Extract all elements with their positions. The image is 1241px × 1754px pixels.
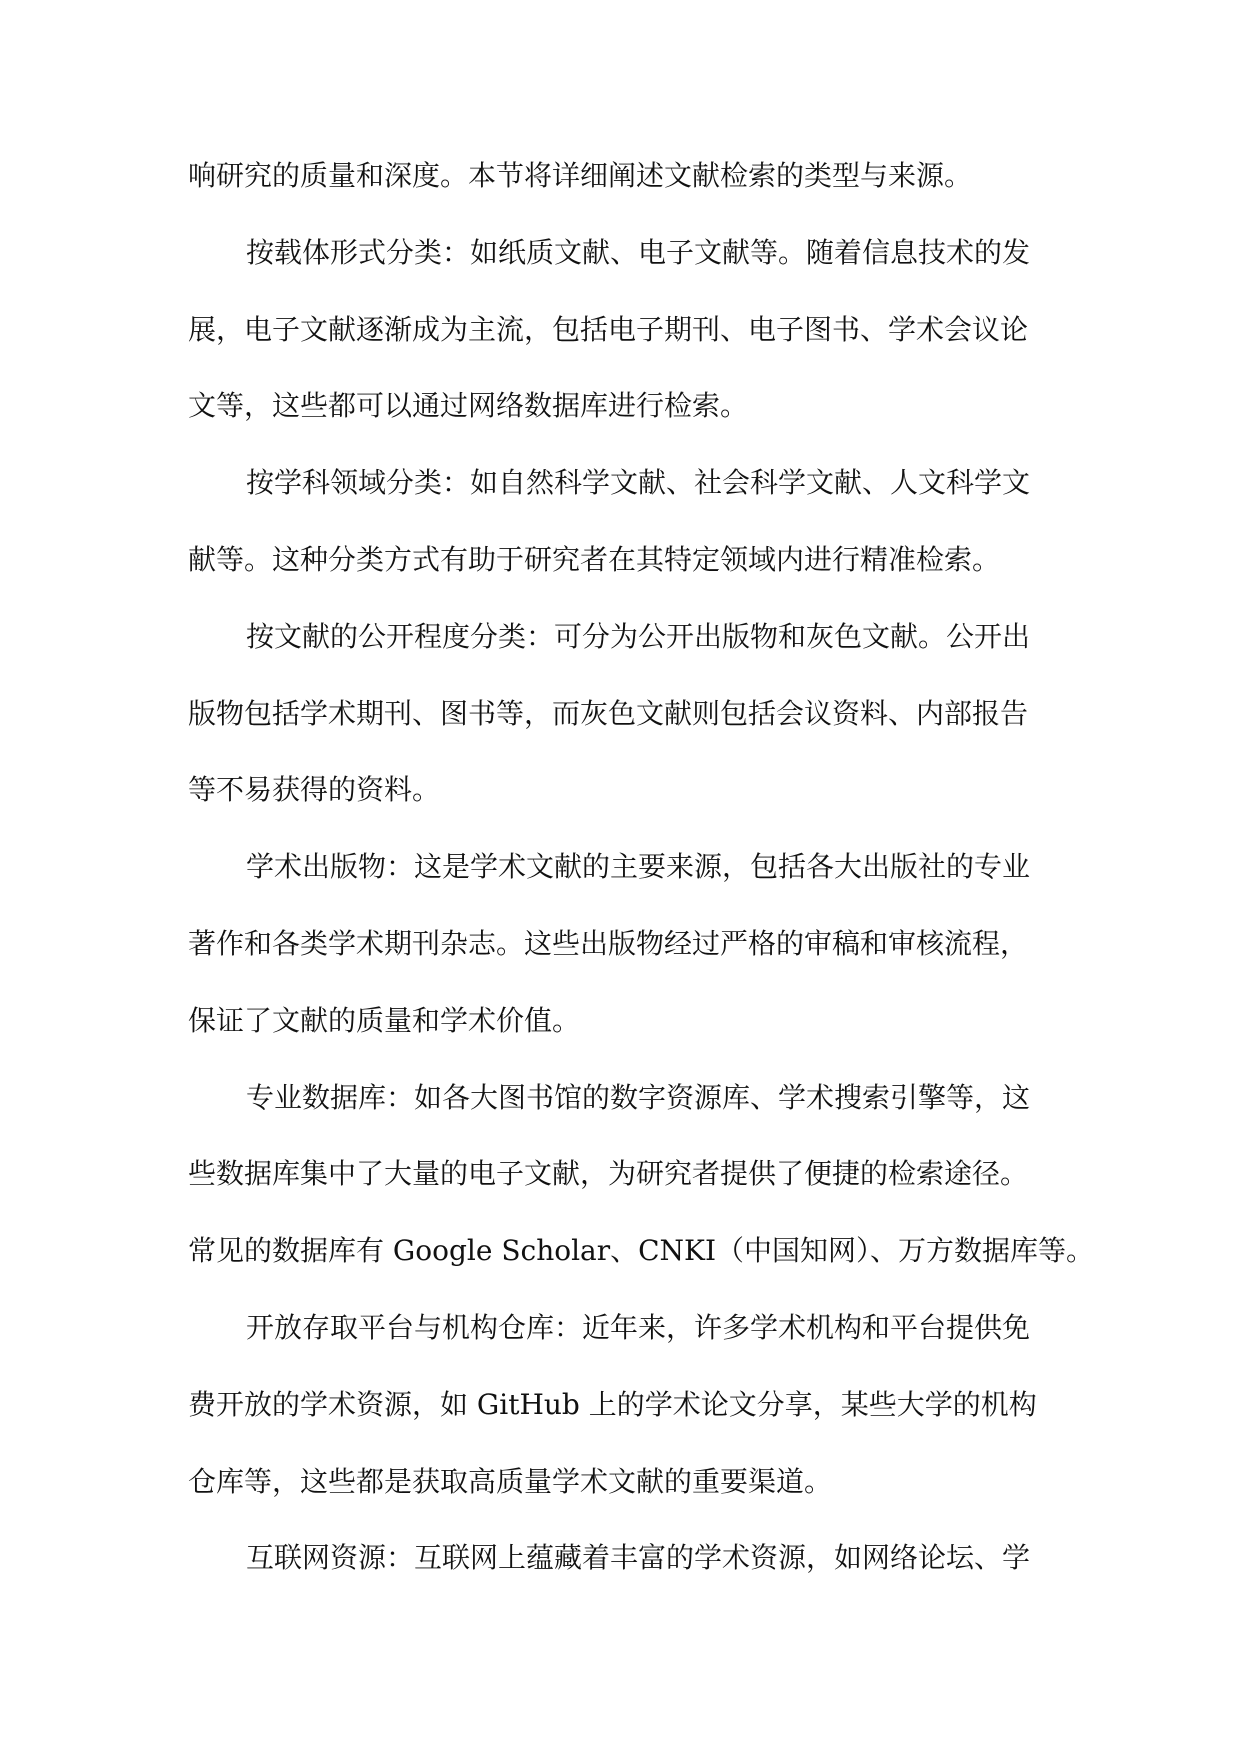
paragraph-databases: 专业数据库：如各大图书馆的数字资源库、学术搜索引擎等，这	[246, 1080, 1031, 1114]
body-text	[188, 138, 1095, 1597]
text-line: 保证了文献的质量和学术价值。	[188, 1003, 581, 1037]
paragraph-carrier-type: 按载体形式分类：如纸质文献、电子文献等。随着信息技术的发	[246, 235, 1031, 269]
text-line: 献等。这种分类方式有助于研究者在其特定领域内进行精准检索。	[188, 542, 1001, 576]
text-line: 等不易获得的资料。	[188, 773, 441, 807]
text-line: 常见的数据库有 Google Scholar、CNKI（中国知网）、万方数据库等。	[188, 1234, 1095, 1268]
paragraph-open-access: 开放存取平台与机构仓库：近年来，许多学术机构和平台提供免	[246, 1310, 1031, 1344]
paragraph-internet-resources: 互联网资源：互联网上蕴藏着丰富的学术资源，如网络论坛、学	[246, 1541, 1031, 1575]
text-line: 版物包括学术期刊、图书等，而灰色文献则包括会议资料、内部报告	[188, 696, 1029, 730]
text-line: 文等，这些都可以通过网络数据库进行检索。	[188, 389, 749, 423]
text-line: 著作和各类学术期刊杂志。这些出版物经过严格的审稿和审核流程，	[188, 926, 1029, 960]
text-line: 些数据库集中了大量的电子文献，为研究者提供了便捷的检索途径。	[188, 1157, 1029, 1191]
text-line: 响研究的质量和深度。本节将详细阐述文献检索的类型与来源。	[188, 159, 973, 192]
paragraph-openness-type: 按文献的公开程度分类：可分为公开出版物和灰色文献。公开出	[246, 619, 1031, 653]
paragraph-discipline-type: 按学科领域分类：如自然科学文献、社会科学文献、人文科学文	[246, 466, 1031, 500]
text-line: 展，电子文献逐渐成为主流，包括电子期刊、电子图书、学术会议论	[188, 312, 1029, 346]
paragraph-academic-publications: 学术出版物：这是学术文献的主要来源，包括各大出版社的专业	[246, 850, 1031, 884]
text-line: 费开放的学术资源，如 GitHub 上的学术论文分享，某些大学的机构	[188, 1387, 1037, 1421]
text-line: 仓库等，这些都是获取高质量学术文献的重要渠道。	[188, 1464, 833, 1498]
